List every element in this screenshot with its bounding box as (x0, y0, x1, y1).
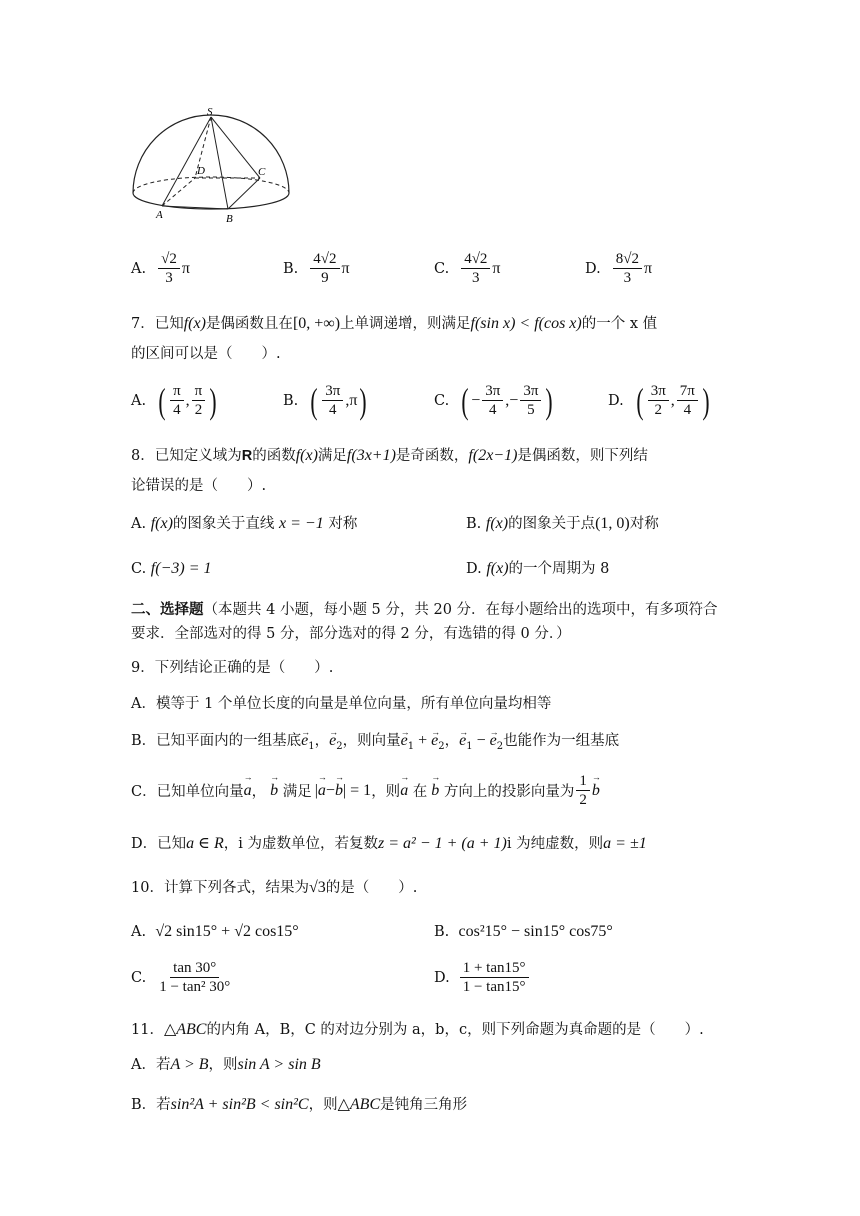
q9-option-d: D．已知a ∈ R，i 为虚数单位，若复数z = a² − 1 + (a + 1)i 为纯虚数，则a = ±1 (131, 835, 647, 852)
q9-option-a: A．模等于 1 个单位长度的向量是单位向量，所有单位向量均相等 (131, 696, 552, 712)
q9-stem: 9．下列结论正确的是（ ）. (131, 660, 334, 676)
q8-stem-line2: 论错误的是（ ）. (131, 478, 267, 494)
q8-option-c: C. f(−3) = 1 (131, 560, 212, 577)
q7-option-a: A. ( $\frac{\pi}{4}$ , $\frac{\pi}{2}$ ) (131, 380, 217, 421)
q11-stem: 11．△ABC的内角 A，B，C 的对边分别为 a，b，c，则下列命题为真命题的是（ ）. (131, 1021, 704, 1038)
q7-option-d: D. ( $\frac{3\pi}{2}$ , $\frac{7\pi}{4}$ ) (608, 380, 710, 421)
q10-option-c: C. $\frac{\tan 30^\circ}{\text{1 − tan² 30°}}$ (131, 960, 231, 995)
label-c: C (258, 166, 266, 178)
q8-stem-line1: 8．已知定义域为R的函数f(x)满足f(3x+1)是奇函数，f(2x−1)是偶函数，则下列结 (131, 447, 648, 464)
hemisphere-pyramid-figure (125, 105, 295, 230)
q7-option-c: C. ( − $\frac{3\pi}{4}$ ,− $\frac{3\pi}{5}$ ) (434, 380, 554, 421)
q11-option-b: B．若sin²A + sin²B < sin²C，则△ABC是钝角三角形 (131, 1096, 468, 1113)
q8-option-a: A. f(x)的图象关于直线 x = −1 对称 (131, 515, 358, 532)
q10-option-b: B. cos²15° − sin15° cos75° (434, 923, 613, 940)
q6-option-a: A. $\frac{√2}{3}$ π (131, 251, 190, 286)
q6-option-c: C. $\frac{4√2}{3}$ π (434, 251, 501, 286)
q10-option-d: D. $\frac{1 + \tan 15^\circ}{1 - \tan 15^\circ}$ (434, 959, 531, 996)
label-d: D (197, 165, 205, 177)
section2-header-line2: 要求．全部选对的得 5 分，部分选对的得 2 分，有选错的得 0 分．） (131, 626, 571, 642)
q6-option-b: B. $\frac{4√2}{9}$ π (283, 251, 350, 286)
q11-option-a: A．若A > B，则sin A > sin B (131, 1056, 321, 1073)
section2-header-line1: 二、选择题（本题共 4 小题，每小题 5 分，共 20 分．在每小题给出的选项中，有多项符合 (131, 602, 718, 618)
q6-option-d: D. $\frac{8√2}{3}$ π (585, 251, 653, 286)
q9-option-c: C．已知单位向量 → a ， → b 满足 | → a − → b | = 1 ，则 → a 在 → b 方向上的投影向量为 $\frac{1}{2}$ → b (131, 772, 600, 809)
q7-stem-line2: 的区间可以是（ ）. (131, 346, 281, 362)
q8-option-b: B. f(x)的图象关于点(1, 0)对称 (466, 515, 659, 532)
label-b: B (226, 213, 233, 225)
q7-option-b: B. ( $\frac{3\pi}{4}$ , π ) (283, 380, 368, 421)
q8-option-d: D. f(x)的一个周期为 8 (466, 560, 610, 577)
q7-stem-line1: 7．已知f(x)是偶函数且在[0, +∞)上单调递增，则满足f(sin x) < f(cos x)的一个 x 值 (131, 315, 658, 332)
q9-option-b: B．已知平面内的一组基底→ $e_1$，→ $e_2$，则向量→ $e_1$ + → $e_2$，→ $e_1$ − → $e_2$也能作为一组基底 (131, 731, 619, 757)
label-s: S (207, 106, 213, 118)
q10-stem: 10．计算下列各式，结果为√3的是（ ）. (131, 879, 418, 896)
q10-option-a: A. √2 sin15° + √2 cos15° (131, 923, 299, 940)
label-a: A (156, 209, 163, 221)
